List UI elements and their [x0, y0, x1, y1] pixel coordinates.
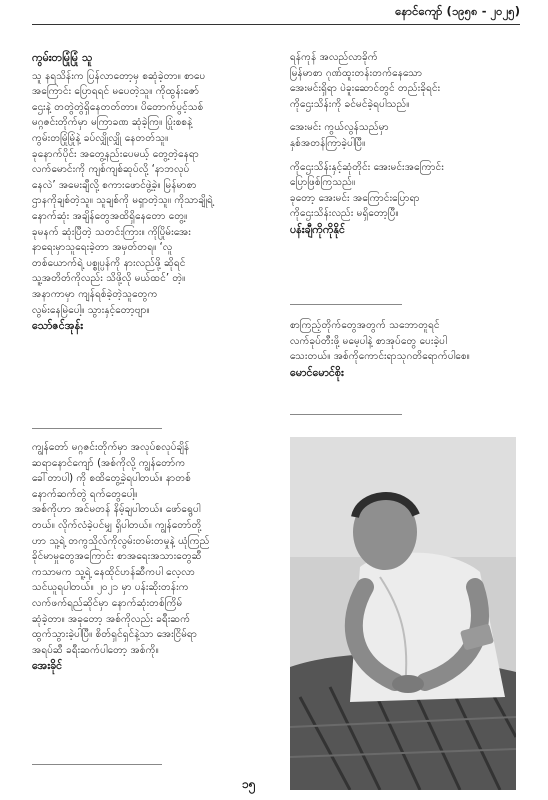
- text-line: သင်ယူရပါတယ်။ ၂၀၂၁ မှာ ပန်းဆိုးတန်းက: [32, 582, 189, 594]
- right-column: [290, 50, 444, 238]
- author-name: ပန်းချီကိုကိုနိုင်: [290, 222, 345, 236]
- text-line: ကိုဌေးသိန်းနှင့်ဆုံတိုင်း အေးမင်းအကြောင်း: [290, 161, 444, 173]
- section-divider: [290, 304, 402, 305]
- text-line: ခုနောက်ပိုင်း အတွေ့နည်းပေမယ့် တွေ့တဲ့နေရာ: [32, 148, 199, 160]
- section-divider: [290, 414, 402, 415]
- text-line: ဆုံခဲ့တာ။ အခုတော့ အစ်ကိုလည်း ခရီးဆက်: [32, 613, 191, 625]
- text-line: နောက်ဆက်တွဲ ရက်တွေပေါ့။: [32, 488, 138, 500]
- article-title: ကွမ်းတမြုံမြုံ သူ: [32, 51, 93, 64]
- header-rule: [32, 24, 520, 25]
- running-header: နောင်ကျော် (၁၉၅၈ - ၂၀၂၅): [395, 4, 520, 18]
- text-line: ခိုင်မာမှုတွေအကြောင်း စာအရေးအသားတွေဆီ: [32, 551, 202, 563]
- section-divider: [32, 428, 162, 429]
- left-column: [32, 50, 213, 334]
- text-line: ကွမ်းတမြုံမြုံနဲ့ ခပ်လျှိုလျှို နေတတ်သူ။: [32, 132, 169, 144]
- portrait-photo: [290, 437, 516, 790]
- text-line: အနာကာမှာ ကျန်ရစ်ခဲ့တဲ့သူတွေက: [32, 288, 158, 300]
- text-line: နေလဲ’ အမေးချီလို့ စကားဖောင်ဖွဲ့ခဲ့။ မြန်မာစာ: [32, 179, 197, 191]
- text-line: ပြောဖြစ်ကြသည်။: [290, 177, 356, 189]
- text-line: အစ်ကိုဟာ အင်မတန် နိမ့်ချပါတယ်။ ဖော်ရွေပါ: [32, 504, 201, 516]
- author-name: အေးခိုင်: [32, 659, 63, 673]
- text-line: ကျွန်တော် မဂ္ဂဇင်းတိုက်မှာ အလုပ်စလုပ်ချိန်: [32, 442, 190, 453]
- text-line: ဌေးနဲ့ တတွဲတွဲရှိနေတတ်တာ။ ပိတောက်ပွင့်သစ်: [32, 101, 204, 113]
- text-line: စာကြည့်တိုက်တွေအတွက် သဘောတူရင်: [290, 320, 440, 331]
- tribute-paragraph-2: [32, 440, 210, 658]
- section-divider: [32, 764, 162, 765]
- tribute-paragraph-1: [32, 69, 213, 319]
- text-line: လက်ဖက်ရည်ဆိုင်မှာ နောက်ဆုံးတစ်ကြိမ်: [32, 597, 183, 609]
- text-line: သူ နရသိန်းက ပြန်လာတော့မှ စဆုံခဲ့တာ။ စာပေ: [32, 70, 206, 82]
- text-line: ကိုဌေးသိန်းလည်း မရှိတော့ပြီ။: [290, 208, 399, 220]
- author-name: သော်ဇင်အုန်း: [32, 319, 83, 333]
- text-line: သေးတယ်။ အစ်ကိုကောင်းရာသုဂတိရောက်ပါစေ။: [290, 351, 470, 363]
- text-line: ကသာမက သူ့ရဲ့ နေထိုင်ဟန်ဆီကပါ လေ့လာ: [32, 566, 195, 578]
- text-line: ခုတော့ အေးမင်း အကြောင်းပြောရာ: [290, 192, 420, 204]
- text-line: လွမ်းနေမြဲပေါ့။ သွားနှင့်တော့ဗျာ။: [32, 304, 150, 316]
- text-line: အေးမင်း ကွယ်လွန်သည်မှာ: [290, 122, 389, 134]
- tribute-paragraph-4: [290, 120, 444, 151]
- text-line: လက်ခုပ်တီးဖို့ မမေ့ပါနဲ့ စာအုပ်တွေ ပေးခဲ့ပါ: [290, 335, 447, 347]
- text-line: မြန်မာစာ ဂုဏ်ထူးတန်းတက်နေသော: [290, 67, 423, 79]
- text-line: အရပ်ဆီ ခရီးဆက်ပါတော့ အစ်ကို။: [32, 644, 159, 656]
- tribute-paragraph-5: [290, 160, 444, 222]
- page-number: ၁၅: [242, 777, 256, 791]
- text-line: နာရေးမှာသူရေးခဲ့တာ အမှတ်တရ။ ‘လူ: [32, 242, 173, 254]
- text-line: ထွက်သွားခဲ့ပါပြီ။ စိတ်ရှင်ရှင်နဲ့သာ အေးငြိမ်ရာ: [32, 629, 198, 641]
- text-line: နှစ်အတန်ကြာခဲ့ပါပြီ။: [290, 137, 366, 149]
- author-name: မောင်မောင်စိုး: [290, 365, 344, 379]
- text-line: ကိုဌေးသိန်းကို ခင်မင်ခဲ့ရပါသည်။: [290, 98, 410, 110]
- text-line: လက်မောင်းကို ကျစ်ကျစ်ဆုပ်လို့ ‘နာဘလုပ်: [32, 164, 190, 176]
- text-line: တယ်။ လိုက်လံခဲ့ပင်မျှ ရှိပါတယ်။ ကျွန်တော်တို့: [32, 519, 202, 531]
- text-line: တစ်ယောက်ရဲ့ ပစ္စုပ္ပန်ကို နားလည်ဖို့ ဆိုရင်: [32, 257, 186, 269]
- right-column-lower: [290, 318, 470, 380]
- text-line: ဆရာနောင်ကျော် (အစ်ကိုလို့ ကျွန်တော်က: [32, 457, 186, 469]
- text-line: သူ့အတိတ်ကိုလည်း သိဖို့လို မယ်ထင်’ တဲ့။: [32, 273, 186, 285]
- text-line: အေးမင်းရှိရာ ပဲခူးဆောင်တွင် တည်းခိုရင်း: [290, 83, 441, 95]
- text-line: ခေါ်တာပါ) ကို စထိတွေ့ခဲ့ရပါတယ်။ နာတစ်: [32, 473, 191, 485]
- text-line: အကြောင်း ပြောရရင် မပေတဲ့သူ။ ကိုထွန်းဇော်: [32, 86, 200, 98]
- text-line: ဌာနကိုချစ်တဲ့သူ။ သူချစ်ကို မရှာတဲ့သူ။ ကိုသာချိုရဲ့: [32, 195, 213, 207]
- text-line: ရန်ကုန် အလည်လာခိုက်: [290, 52, 378, 63]
- text-line: ဟာ သူ့ရဲ့ တကွသိုလ်ကိုလွမ်းတမ်းတမှုနဲ့ ယုံကြည်: [32, 535, 210, 547]
- left-column-lower: [32, 440, 210, 674]
- tribute-paragraph-3: [290, 50, 444, 112]
- text-line: မဂ္ဂဇင်းတိုက်မှာ မကြာခဏ ဆုံခဲ့ကြ။ ပြုံးစစနဲ့: [32, 117, 193, 129]
- text-line: ခုမနက် ဆုံးပြီတဲ့ သတင်းကြား။ ကိုပြိုမ်းအေး: [32, 226, 191, 238]
- tribute-paragraph-6: [290, 318, 470, 365]
- text-line: နောက်ဆုံး အချိန်တွေအထိရှိနေတော တွေ့။: [32, 210, 188, 222]
